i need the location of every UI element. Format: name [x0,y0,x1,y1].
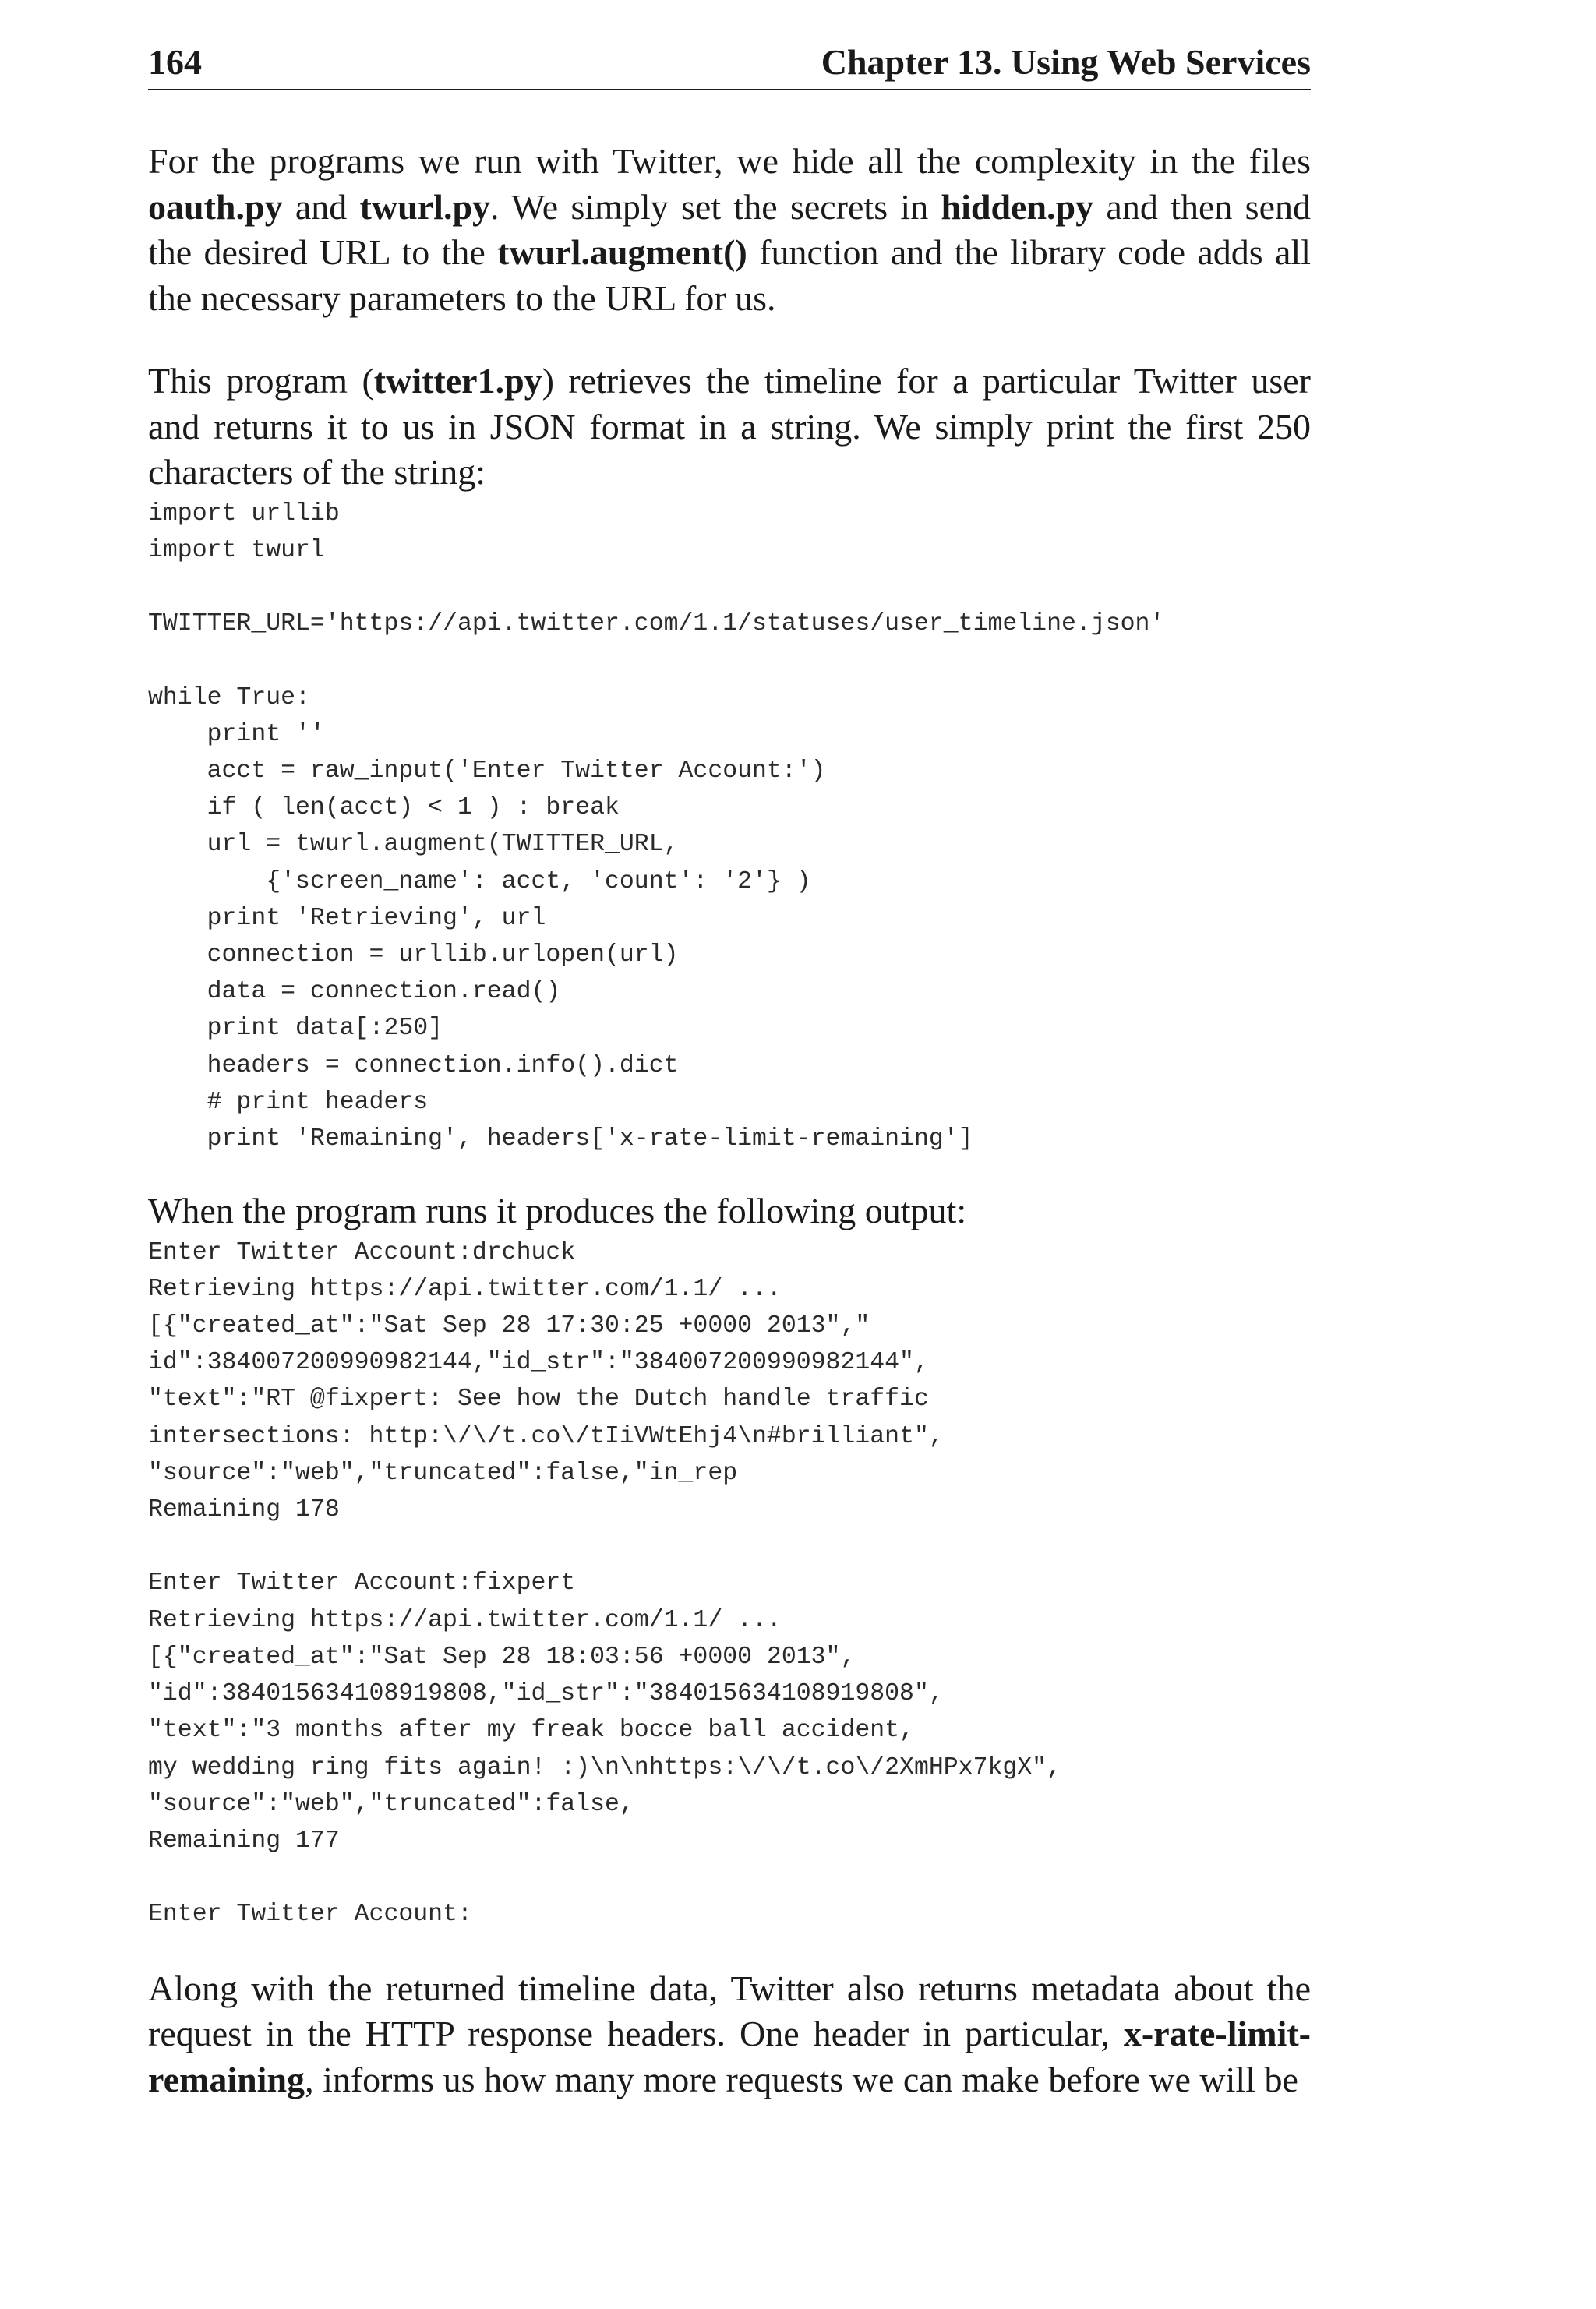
intro-paragraph [148,139,1311,321]
output-intro-paragraph: When the program runs it produces the following output: [148,1191,967,1231]
bold-filename: twurl.py [359,186,491,227]
code-listing: import urllib import twurl TWITTER_URL='https://api.twitter.com/1.1/statuses/user_timeline.json' while True: print '' acct = raw_input('Enter Twitter Account:') if ( len(acct) < 1 ) : break url = twurl.augment(TWITTER_URL, {'screen_name': acct, 'count': '2'} ) print 'Retrieving', url connection = urllib.urlopen(url) data = connection.read() print data[:250] headers = connection.info().dict # print headers print 'Remaining', headers['x-rate-limit-remaining'] [148,500,1165,1153]
bold-filename: twitter1.py [373,361,542,401]
text-run: and [282,186,360,227]
bold-filename: oauth.py [148,186,283,227]
program-output-listing: Enter Twitter Account:drchuck Retrieving https://api.twitter.com/1.1/ ... [{"created_at":"Sat Sep 28 17:30:25 +0000 2013"," id":384007200990982144,"id_str":"384007200990982144", "text":"RT @fixpert: See how the Dutch handle traffic intersections: http:\/\/t.co\/tIiVWtEhj4\n#brilliant", "source":"web","truncated":false,"in_rep Remaining 178 Enter Twitter Account:fixpert Retrieving https://api.twitter.com/1.1/ ... [{"created_at":"Sat Sep 28 18:03:56 +0000 2013", "id":384015634108919808,"id_str":"384015634108919808", "text":"3 months after my freak bocce ball accident, my wedding ring fits again! :)\n\nhttps:\/\/t.co\/2XmHPx7kgX", "source":"web","truncated":false, Remaining 177 Enter Twitter Account: [148,1238,1061,1929]
text-run: . We simply set the secrets in [490,186,941,227]
text-run: This program ( [148,361,374,401]
page-number: 164 [148,42,202,82]
text-run: For the programs we run with Twitter, we hide all the complexity in the files [148,141,1311,181]
text-run: ) retrieves the timeline for a particular Twitter user and returns it to us in JSON format in a string. We simply print the first 250 characters of the string: [148,361,1311,492]
headers-paragraph [148,1966,1311,2103]
text-run: Along with the returned timeline data, Twitter also returns metadata about the request in the HTTP response headers. One header in particular, [148,1968,1311,2054]
bold-function-name: twurl.augment() [497,232,747,272]
running-header [148,37,1311,90]
text-run: , informs us how many more requests we can make before we will be [305,2059,1298,2099]
chapter-title: Chapter 13. Using Web Services [821,42,1311,82]
text-run: and then send the desired URL to the [148,186,1311,272]
bold-filename: hidden.py [941,186,1094,227]
document-page [148,37,1311,2102]
text-run: function and the library code adds all the necessary parameters to the URL for us. [148,232,1312,318]
program-description-paragraph [148,358,1311,496]
bold-header-name: x-rate-limit-remaining [148,2014,1311,2099]
